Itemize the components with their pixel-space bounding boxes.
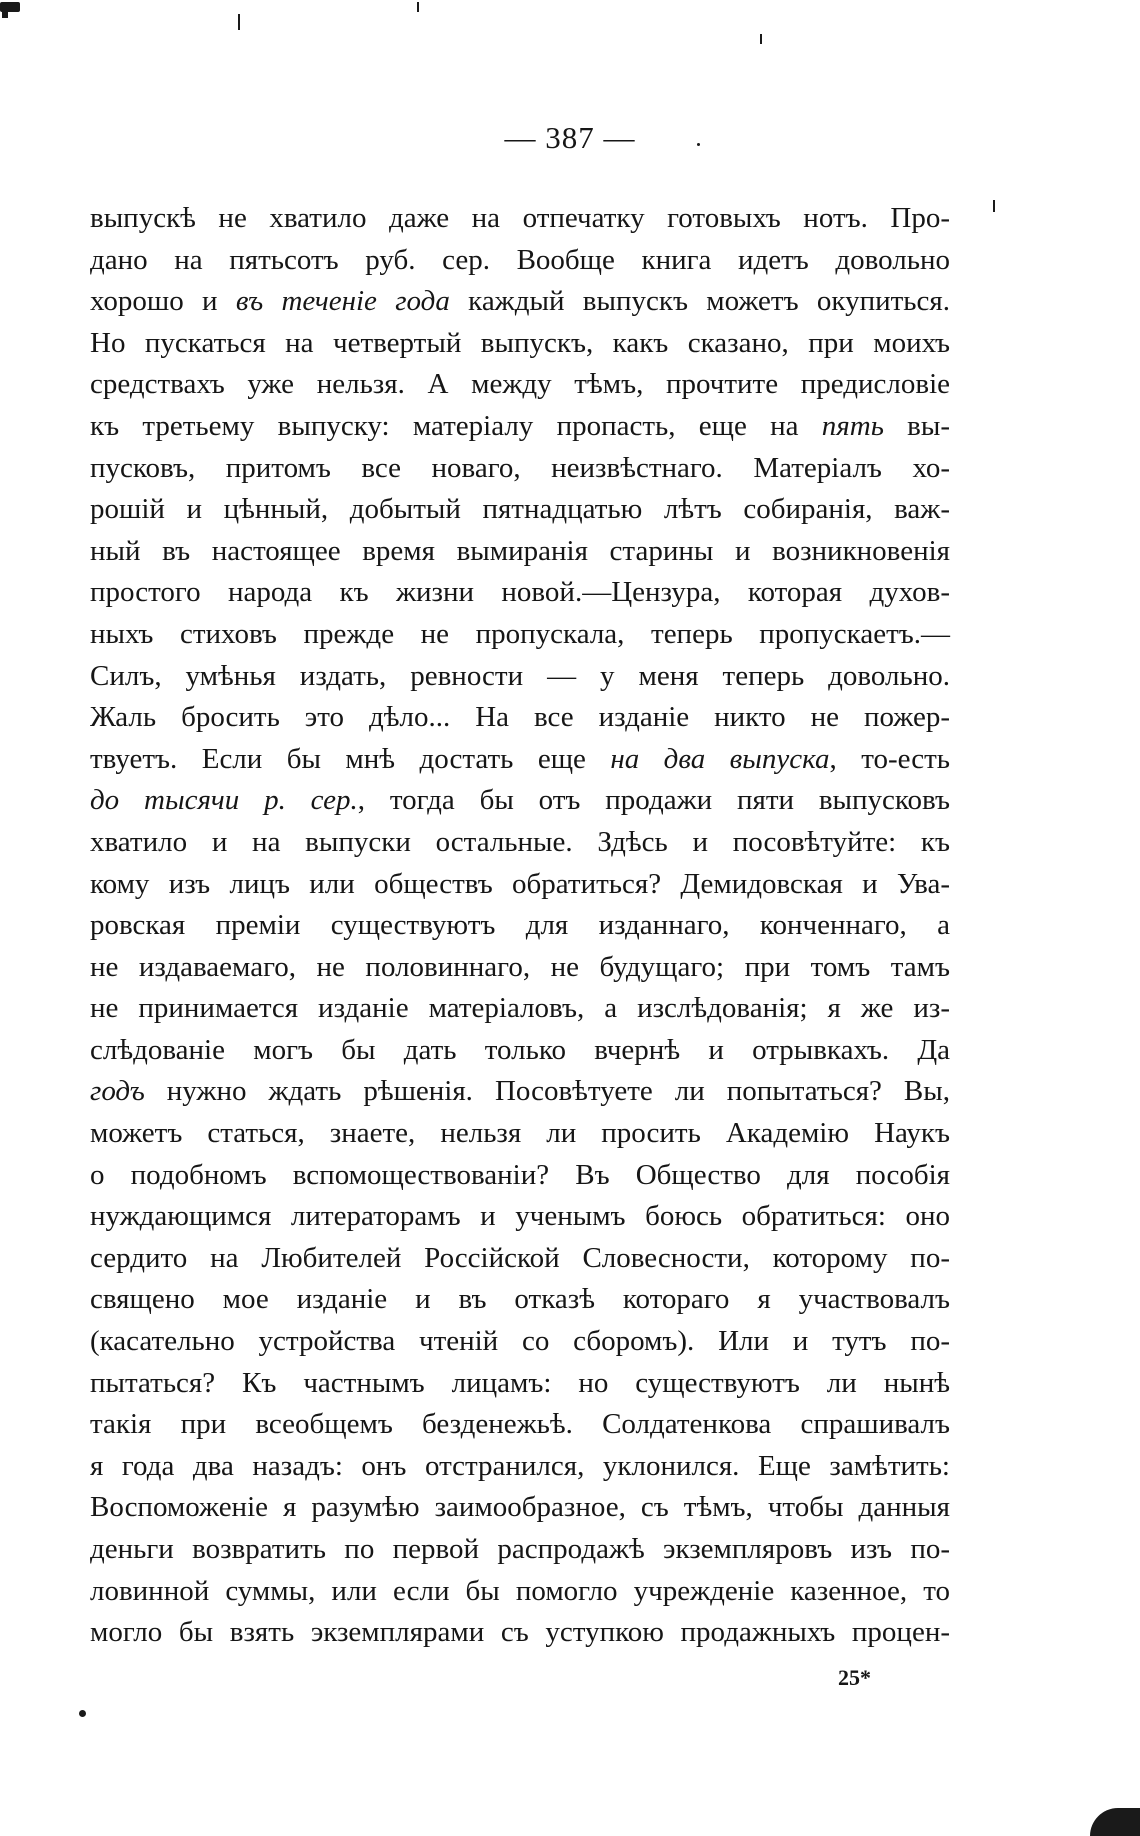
text-line	[90, 1529, 950, 1571]
text-segment: дано на пятьсотъ руб. сер. Вообще книга идетъ довольно	[90, 243, 950, 276]
text-segment: ровская преміи существуютъ для изданнаго, конченнаго, а	[90, 909, 950, 942]
text-line	[90, 1113, 950, 1155]
text-line	[90, 323, 950, 365]
text-segment: Но пускаться на четвертый выпускъ, какъ сказано, при моихъ	[90, 326, 950, 359]
text-segment: можетъ статься, знаете, нельзя ли просить Академію Наукъ	[90, 1117, 950, 1150]
text-line	[90, 988, 950, 1030]
text-line	[90, 364, 950, 406]
text-line	[90, 656, 950, 698]
text-line	[90, 822, 950, 864]
text-segment: деньги возвратить по первой распродажѣ экземпляровъ изъ по-	[90, 1533, 950, 1565]
page-number: — 387 —	[504, 120, 636, 155]
text-line	[90, 489, 950, 531]
text-segment: хорошо и	[90, 285, 236, 318]
text-line	[90, 1404, 950, 1446]
text-line	[90, 1446, 950, 1488]
scan-artifact-dot	[79, 1710, 86, 1717]
text-line	[90, 448, 950, 490]
text-line	[90, 1155, 950, 1197]
italic-text: годъ	[90, 1075, 145, 1108]
text-segment: вы-	[883, 409, 950, 442]
text-segment: простого народа къ жизни новой.—Цензура, которая духов-	[90, 576, 950, 609]
text-segment: я года два назадъ: онъ отстранился, уклонился. Еще замѣтить:	[90, 1449, 950, 1482]
scan-artifact-blob	[1090, 1808, 1140, 1836]
scan-artifact-corner-small	[2, 10, 8, 18]
text-segment: рошій и цѣнный, добытый пятнадцатью лѣтъ собиранія, важ-	[90, 493, 950, 526]
text-segment: сердито на Любителей Россійской Словесности, которому по-	[90, 1241, 950, 1274]
text-segment: не принимается изданіе матеріаловъ, а изслѣдованія; я же из-	[90, 992, 950, 1025]
scan-artifact-tick	[993, 200, 995, 212]
text-segment: Силъ, умѣнья издать, ревности — у меня теперь довольно.	[90, 659, 950, 692]
scan-artifact-tick	[238, 14, 240, 30]
text-line	[90, 1321, 950, 1363]
text-segment: , тогда бы отъ продажи пяти выпусковъ	[357, 784, 950, 817]
text-line	[90, 864, 950, 906]
text-line	[90, 614, 950, 656]
text-line	[90, 198, 950, 240]
italic-text: до тысячи р. сер.	[90, 784, 358, 817]
italic-text: пять	[821, 409, 884, 442]
text-segment: средствахъ уже нельзя. А между тѣмъ, прочтите предисловіе	[90, 368, 950, 401]
italic-text: въ теченіе года	[235, 285, 450, 318]
text-segment: пусковъ, притомъ все новаго, неизвѣстнаго. Матеріалъ хо-	[90, 451, 950, 484]
text-segment: твуетъ. Если бы мнѣ достать еще	[90, 742, 611, 775]
text-segment: могло бы взять экземплярами съ уступкою продажныхъ процен-	[90, 1616, 950, 1649]
text-segment: священо мое изданіе и въ отказѣ котораго я участвовалъ	[90, 1283, 950, 1316]
text-line	[90, 1612, 950, 1654]
text-line	[90, 1363, 950, 1405]
text-segment: кому изъ лицъ или обществъ обратиться? Демидовская и Ува-	[90, 867, 950, 900]
text-line	[90, 281, 950, 323]
text-line	[90, 406, 950, 448]
text-segment: о подобномъ вспомоществованіи? Въ Общество для пособія	[90, 1158, 950, 1191]
text-segment: нужно ждать рѣшенія. Посовѣтуете ли попытаться? Вы,	[144, 1075, 950, 1108]
text-line	[90, 1238, 950, 1280]
text-segment: ныхъ стиховъ прежде не пропускала, теперь пропускаетъ.—	[90, 617, 950, 650]
text-line	[90, 1487, 950, 1529]
text-segment: къ третьему выпуску: матеріалу пропасть, еще на	[90, 409, 822, 442]
text-segment: , то-есть	[829, 742, 951, 775]
text-segment: хватило и на выпуски остальные. Здѣсь и посовѣтуйте: къ	[90, 825, 950, 858]
text-segment: выпускѣ не хватило даже на отпечатку готовыхъ нотъ. Про-	[90, 202, 950, 234]
text-line	[90, 572, 950, 614]
text-line	[90, 1071, 950, 1113]
scan-artifact-dot	[697, 143, 700, 146]
text-line	[90, 739, 950, 781]
text-line	[90, 1571, 950, 1613]
text-line	[90, 1279, 950, 1321]
text-line	[90, 531, 950, 573]
italic-text: на два выпуска	[610, 742, 830, 775]
text-line	[90, 905, 950, 947]
text-segment: Воспоможеніе я разумѣю заимообразное, съ тѣмъ, чтобы данныя	[90, 1491, 950, 1524]
text-segment: ный въ настоящее время вымиранія старины и возникновенія	[90, 534, 950, 567]
text-segment: Жаль бросить это дѣло... На все изданіе никто не пожер-	[90, 701, 950, 734]
signature-mark: 25*	[838, 1665, 871, 1690]
text-segment: нуждающимся литераторамъ и ученымъ боюсь обратиться: оно	[90, 1200, 950, 1233]
text-segment: такія при всеобщемъ безденежьѣ. Солдатенкова спрашивалъ	[90, 1408, 950, 1441]
text-segment: каждый выпускъ можетъ окупиться.	[449, 285, 950, 318]
text-line	[90, 1196, 950, 1238]
text-segment: пытаться? Къ частнымъ лицамъ: но существуютъ ли нынѣ	[90, 1366, 950, 1399]
text-segment: не издаваемаго, не половиннаго, не будущаго; при томъ тамъ	[90, 950, 950, 983]
scan-artifact-tick	[417, 2, 419, 12]
text-segment: ловинной суммы, или если бы помогло учрежденіе казенное, то	[90, 1574, 950, 1607]
body-text	[90, 198, 950, 1654]
text-line	[90, 1030, 950, 1072]
text-line	[90, 240, 950, 282]
text-segment: (касательно устройства чтеній со сборомъ). Или и тутъ по-	[90, 1325, 950, 1358]
text-line	[90, 697, 950, 739]
text-segment: слѣдованіе могъ бы дать только вчернѣ и отрывкахъ. Да	[90, 1033, 950, 1066]
scan-artifact-tick	[760, 34, 762, 44]
text-line	[90, 947, 950, 989]
text-line	[90, 780, 950, 822]
